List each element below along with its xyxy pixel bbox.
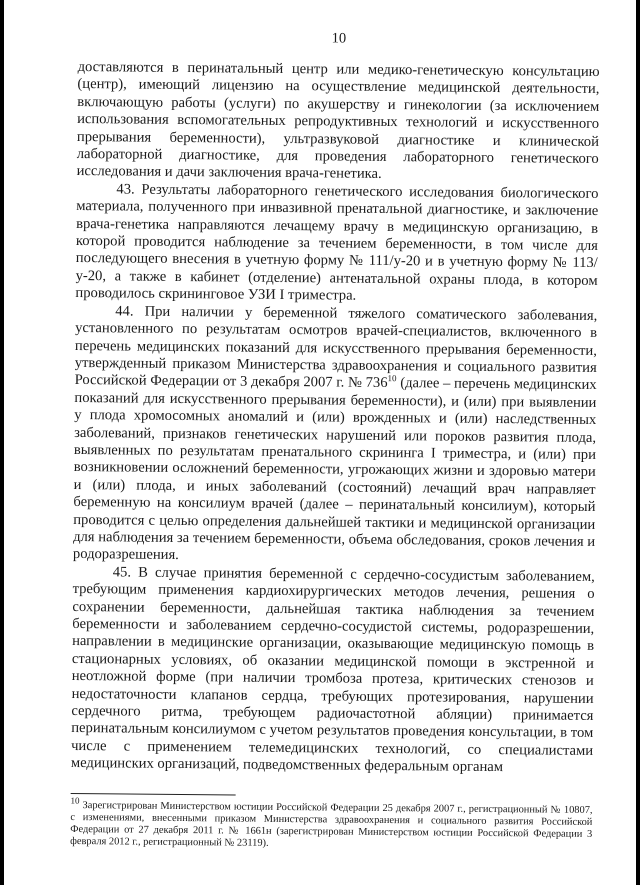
footnote-number: 10: [70, 795, 80, 806]
footnote-divider: [71, 793, 236, 796]
scan-edge-right: [636, 0, 640, 885]
paragraph-44: [73, 303, 597, 569]
paragraph-43: 43. Результаты лабораторного генетического исследования биологического материала, полученного при инвазивной пренатальной диагностике, и заключение врача-генетика направляются лечащему врачу в медицинскую организацию, в которой проводится наблюдение за течением беременности, в том числе для последующего внесения в учетную форму № 111/у-20 и в учетную форму № 113/у-20, а также в кабинет (отделение) антенатальной охраны плода, в котором проводилось скрининговое УЗИ I триместра.: [75, 181, 599, 304]
scan-edge-left: [0, 0, 4, 885]
paragraph-44-text-end: (далее – перечень медицинских показаний для искусственного прерывания беременности), и (или) при выявлении у плода хромосомных аномалий и (или) врожденных и (или) наследственных заболеваний, признаков генетических нарушений или пороков развития плода, выявленных по результатам пренатального скрининга I триместра, и (или) при возникновении осложнений беременности, угрожающих жизни и здоровью матери и (или) плода, и иных заболеваний (состояний) лечащий врач направляет беременную на консилиум врачей (далее – перинатальный консилиум), который проводится с целью определения дальнейшей тактики и медицинской организации для наблюдения за течением беременности, объема обследования, сроков лечения и родоразрешения.: [72, 375, 597, 564]
document-page: [70, 28, 600, 853]
footnote-reference: 10: [387, 373, 397, 384]
paragraph-45: 45. В случае принятия беременной с сердечно-сосудистым заболеванием, требующим применения кардиохирургических методов лечения, решения о сохранении беременности, дальнейшая тактика наблюдения за течением беременности и заболеванием сердечно-сосудистой системы, родоразрешении, направлении в медицинские организации, оказывающие медицинскую помощь в стационарных условиях, об оказании медицинской помощи в экстренной и неотложной форме (при наличии тромбоза протеза, критических стенозов и недостаточности клапанов сердца, требующих протезирования, нарушении сердечного ритма, требующем радиочастотной абляции) принимается перинатальным консилиумом с учетом результатов проведения консультации, в том числе с применением телемедицинских технологий, со специалистами медицинских организаций, подведомственных федеральным органам: [70, 564, 595, 776]
paragraph-42-continuation: доставляются в перинатальный центр или медико-генетическую консультацию (центр), имеющий лицензию на осуществление медицинской деятельности, включающую работы (услуги) по акушерству и гинекологии (за исключением использования вспомогательных репродуктивных технологий и искусственного прерывания беременности), ультразвуковой диагностике и клинической лабораторной диагностике, для проведения лабораторного генетического исследования и дачи заключения врача-генетика.: [76, 58, 600, 183]
paragraph-44-text-start: 44. При наличии у беременной тяжелого соматического заболевания, установленного по результатам осмотров врачей-специалистов, включенного в перечень медицинских показаний для искусственного прерывания беременности, утвержденный приказом Министерства здравоохранения и социального развития Российской Федерации от 3 декабря 2007 г. № 736: [74, 303, 598, 392]
footnote-text: Зарегистрирован Министерством юстиции Российской Федерации 25 декабря 2007 г., регистрационный № 10807, с изменениями, внесенными приказом Министерства здравоохранения и социального развития Российской Федерации от 27 декабря 2011 г. № 1661н (зарегистрирован Министерством юстиции Российской Федерации 3 февраля 2012 г., регистрационный № 23119).: [70, 799, 593, 850]
footnote: [70, 795, 593, 854]
page-number: 10: [331, 30, 347, 47]
